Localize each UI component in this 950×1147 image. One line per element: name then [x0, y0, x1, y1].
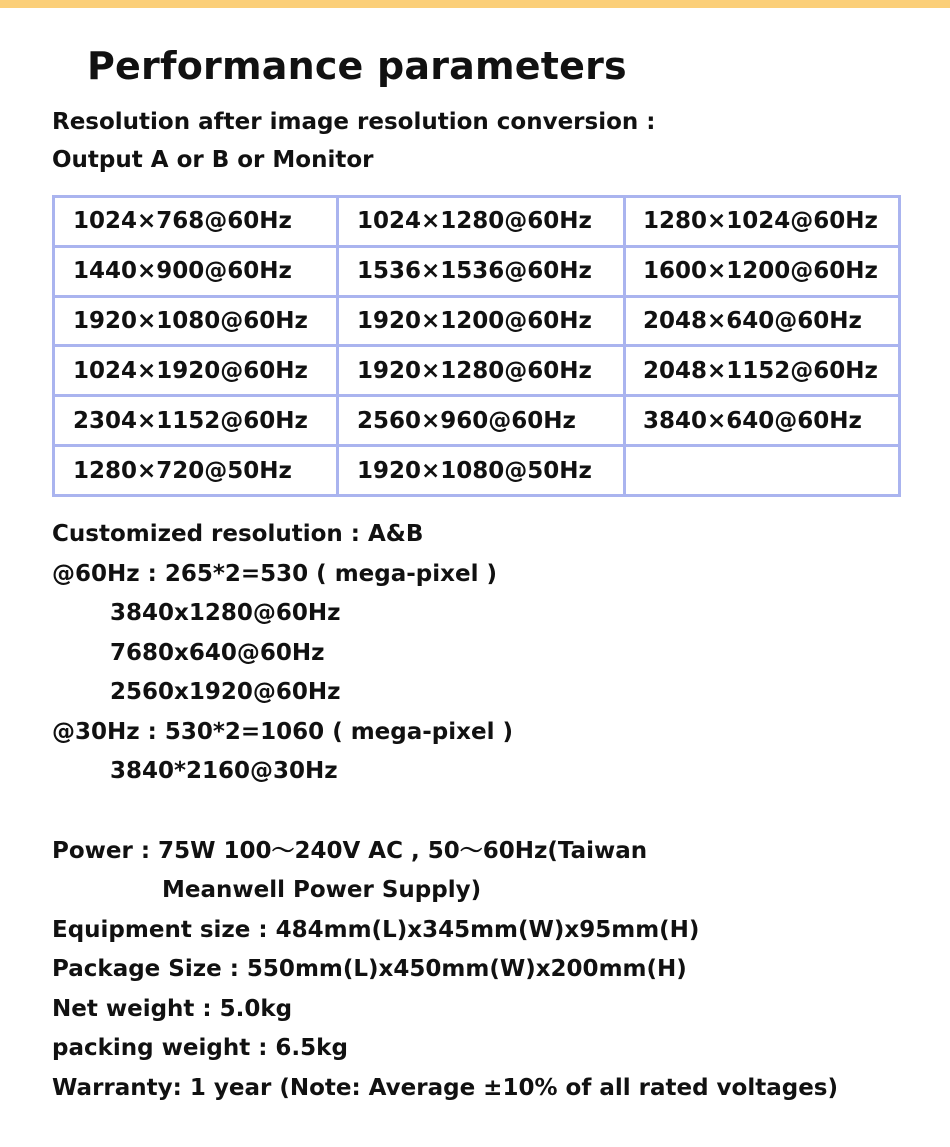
- table-cell: 1440×900@60Hz: [54, 246, 338, 296]
- table-row: [54, 296, 900, 346]
- intro-line-resolution: Resolution after image resolution conversion :: [52, 109, 656, 135]
- table-cell: 1024×768@60Hz: [54, 197, 338, 247]
- page-title: Performance parameters: [87, 44, 627, 88]
- equipment-size: Equipment size : 484mm(L)x345mm(W)x95mm(H): [52, 917, 700, 943]
- resolution-table: [52, 195, 901, 497]
- table-cell-empty: [625, 446, 900, 496]
- table-cell: 2048×640@60Hz: [625, 296, 900, 346]
- table-cell: 1024×1280@60Hz: [338, 197, 625, 247]
- table-cell: 1280×1024@60Hz: [625, 197, 900, 247]
- hz60-line: @60Hz : 265*2=530 ( mega-pixel ): [52, 561, 497, 587]
- table-cell: 1280×720@50Hz: [54, 446, 338, 496]
- table-cell: 1920×1280@60Hz: [338, 346, 625, 396]
- top-accent-bar: [0, 0, 950, 8]
- table-cell: 3840×640@60Hz: [625, 396, 900, 446]
- package-size: Package Size : 550mm(L)x450mm(W)x200mm(H): [52, 956, 687, 982]
- hz60-item: 2560x1920@60Hz: [110, 679, 341, 705]
- table-cell: 2048×1152@60Hz: [625, 346, 900, 396]
- net-weight: Net weight : 5.0kg: [52, 996, 293, 1022]
- table-cell: 2560×960@60Hz: [338, 396, 625, 446]
- hz60-item: 7680x640@60Hz: [110, 640, 325, 666]
- power-spec-continued: Meanwell Power Supply): [162, 877, 482, 903]
- table-row: [54, 246, 900, 296]
- customized-heading: Customized resolution : A&B: [52, 521, 424, 547]
- packing-weight: packing weight : 6.5kg: [52, 1035, 348, 1061]
- table-cell: 1920×1200@60Hz: [338, 296, 625, 346]
- table-row: [54, 446, 900, 496]
- table-cell: 1920×1080@50Hz: [338, 446, 625, 496]
- warranty: Warranty: 1 year (Note: Average ±10% of all rated voltages): [52, 1075, 839, 1101]
- intro-line-output: Output A or B or Monitor: [52, 147, 374, 173]
- table-cell: 1920×1080@60Hz: [54, 296, 338, 346]
- table-cell: 1024×1920@60Hz: [54, 346, 338, 396]
- table-cell: 1600×1200@60Hz: [625, 246, 900, 296]
- table-row: [54, 396, 900, 446]
- hz60-item: 3840x1280@60Hz: [110, 600, 341, 626]
- hz30-line: @30Hz : 530*2=1060 ( mega-pixel ): [52, 719, 513, 745]
- table-cell: 2304×1152@60Hz: [54, 396, 338, 446]
- table-row: [54, 197, 900, 247]
- table-row: [54, 346, 900, 396]
- hz30-item: 3840*2160@30Hz: [110, 758, 338, 784]
- power-spec: Power : 75W 100～240V AC , 50～60Hz(Taiwan: [52, 838, 648, 864]
- table-cell: 1536×1536@60Hz: [338, 246, 625, 296]
